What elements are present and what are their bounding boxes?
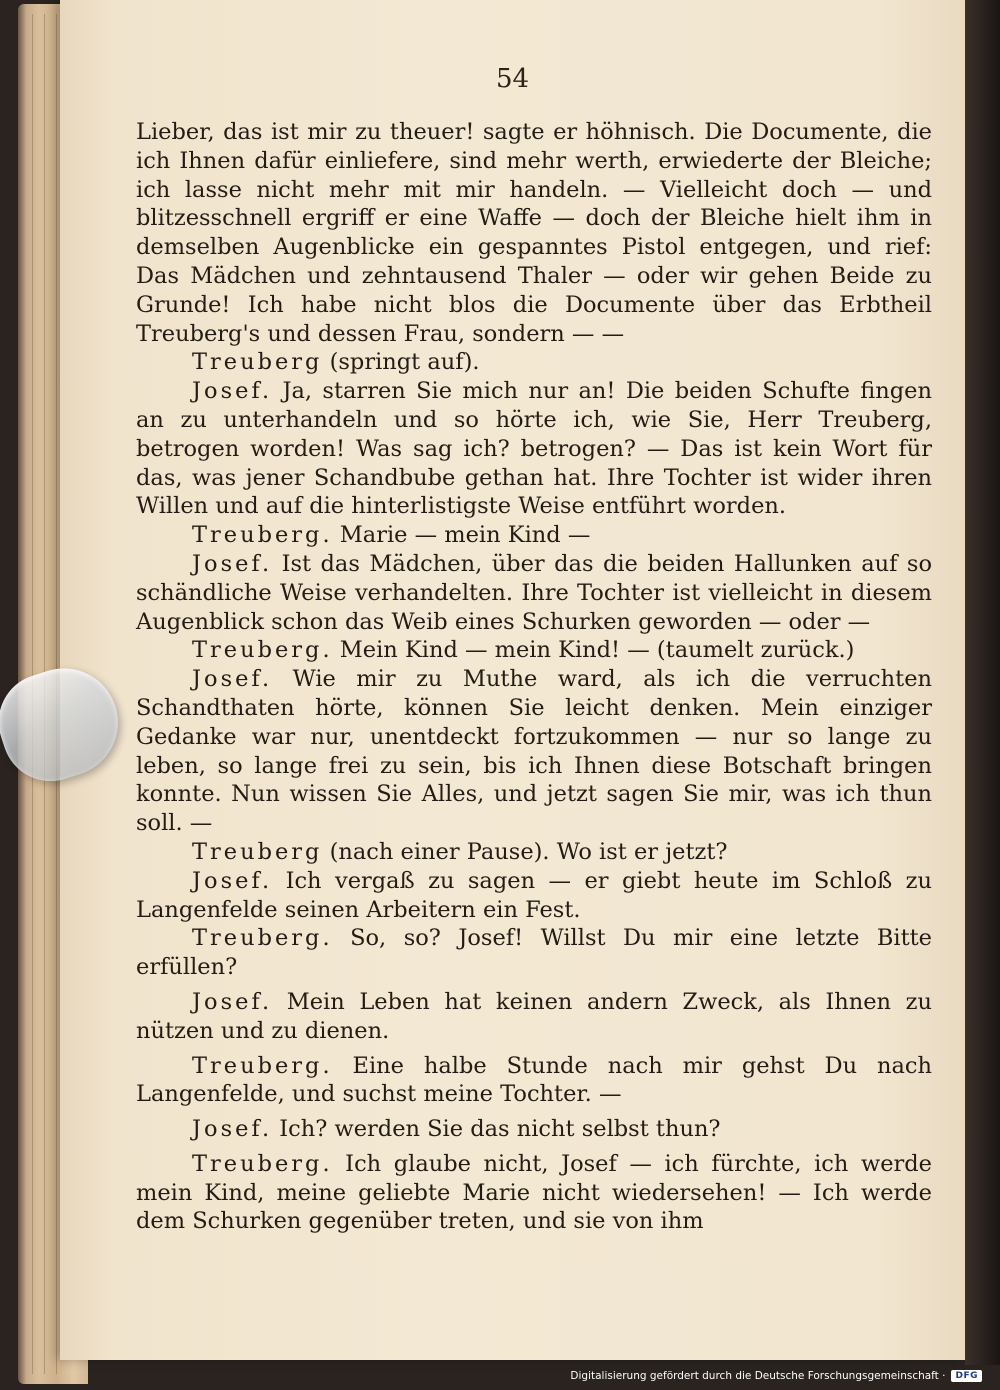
- speaker-name: Josef.: [192, 378, 273, 405]
- paragraph-text: Mein Leben hat keinen andern Zweck, als Ihnen zu nützen und zu dienen.: [136, 988, 932, 1044]
- speaker-name: Treuberg.: [192, 1052, 333, 1079]
- paragraph: [136, 521, 932, 550]
- paragraph: [136, 988, 932, 1046]
- paragraph-text: (nach einer Pause). Wo ist er jetzt?: [322, 838, 728, 865]
- paragraph: [136, 550, 932, 636]
- speaker-name: Treuberg.: [192, 522, 333, 549]
- credit-text: Digitalisierung gefördert durch die Deutsche Forschungsgemeinschaft ·: [570, 1370, 946, 1382]
- paragraph: [136, 838, 932, 867]
- paragraph: [136, 348, 932, 377]
- dfg-logo: DFG: [951, 1370, 982, 1382]
- paragraph-text: Ich vergaß zu sagen — er giebt heute im Schloß zu Langenfelde seinen Arbeitern ein Fest.: [136, 867, 932, 923]
- speaker-name: Treuberg.: [192, 637, 333, 664]
- paragraph: [136, 1115, 932, 1144]
- paragraph: [136, 636, 932, 665]
- speaker-name: Josef.: [192, 550, 273, 577]
- paragraph-text: So, so? Josef! Willst Du mir eine letzte Bitte erfüllen?: [136, 925, 932, 981]
- paragraph-text: (springt auf).: [322, 349, 480, 376]
- speaker-name: Josef.: [192, 666, 273, 693]
- paragraph-text: Mein Kind — mein Kind! — (taumelt zurück.): [332, 637, 855, 664]
- book-page: [60, 0, 965, 1360]
- speaker-name: Treuberg.: [192, 1150, 333, 1177]
- paragraph-text: Wie mir zu Muthe ward, als ich die verruchten Schandthaten hörte, können Sie leicht denken. Mein einziger Gedanke war nur, unentdeckt fortzukommen — nur so lange zu leben, so lange frei zu sein, bis ich Ihnen diese Botschaft bringen konnte. Nun wissen Sie Alles, und jetzt sagen Sie mir, was ich thun soll. —: [136, 666, 932, 837]
- book-spine: [965, 0, 1000, 1365]
- paragraph: [136, 924, 932, 982]
- paragraph-text: Ja, starren Sie mich nur an! Die beiden Schufte fingen an zu unterhandeln und so hörte ich, wie Sie, Herr Treuberg, betrogen worden! Was sag ich? betrogen? — Das ist kein Wort für das, was jener Schandbube gethan hat. Ihre Tochter ist wider ihren Willen und auf die hinterlistigste Weise entführt worden.: [136, 378, 932, 520]
- speaker-name: Treuberg: [192, 349, 323, 376]
- paragraph: [136, 118, 932, 348]
- paragraph-text: Eine halbe Stunde nach mir gehst Du nach Langenfelde, und suchst meine Tochter. —: [136, 1052, 932, 1108]
- paragraph-text: Ist das Mädchen, über das die beiden Hallunken auf so schändliche Weise verhandelten. Ihre Tochter ist vielleicht in diesem Augenblick schon das Weib eines Schurken geworden — oder —: [136, 550, 932, 635]
- page-text: [136, 118, 932, 1236]
- paragraph-text: Marie — mein Kind —: [332, 522, 591, 549]
- paragraph: [136, 1052, 932, 1110]
- speaker-name: Josef.: [192, 867, 273, 894]
- speaker-name: Treuberg: [192, 838, 323, 865]
- paragraph: [136, 665, 932, 838]
- paragraph: [136, 867, 932, 925]
- speaker-name: Josef.: [192, 988, 273, 1015]
- paragraph: [136, 1150, 932, 1236]
- speaker-name: Treuberg.: [192, 925, 333, 952]
- paragraph: [136, 377, 932, 521]
- digitization-credit: [570, 1366, 982, 1386]
- paragraph-text: Ich? werden Sie das nicht selbst thun?: [272, 1116, 721, 1143]
- speaker-name: Josef.: [192, 1116, 273, 1143]
- page-number: 54: [495, 64, 530, 94]
- paragraph-text: Lieber, das ist mir zu theuer! sagte er höhnisch. Die Documente, die ich Ihnen dafür einliefere, sind mehr werth, erwiederte der Bleiche; ich lasse nicht mehr mit mir handeln. — Vielleicht doch — und blitzesschnell ergriff er eine Waffe — doch der Bleiche hielt ihm in demselben Augenblicke ein gespanntes Pistol entgegen, und rief: Das Mädchen und zehntausend Thaler — oder wir gehen Beide zu Grunde! Ich habe nicht blos die Documente über das Erbtheil Treuberg's und dessen Frau, sondern — —: [136, 119, 932, 347]
- paragraph-text: Ich glaube nicht, Josef — ich fürchte, ich werde mein Kind, meine geliebte Marie nicht wiedersehen! — Ich werde dem Schurken gegenüber treten, und sie von ihm: [136, 1150, 932, 1235]
